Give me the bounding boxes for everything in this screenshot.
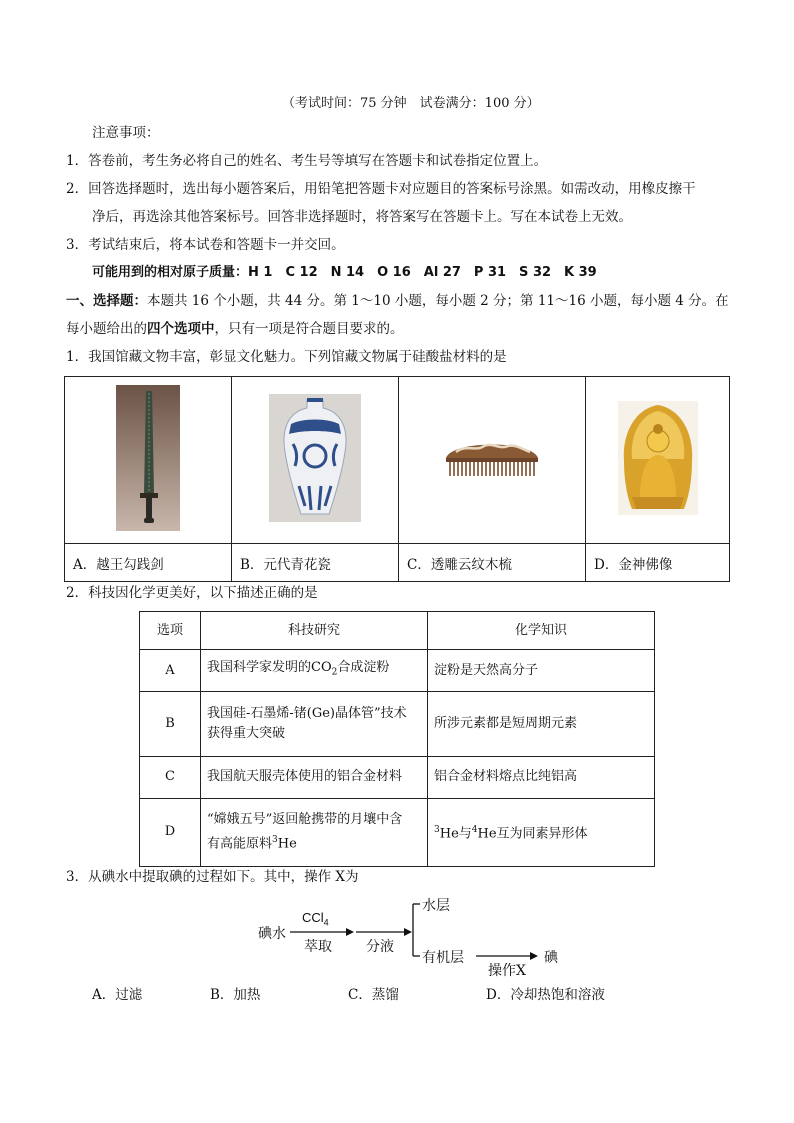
flow-step2: 分液 xyxy=(366,939,394,955)
q3-option-b: B．加热 xyxy=(210,987,261,1003)
q2-header-research: 科技研究 xyxy=(201,612,428,650)
q2-row-d-research-post: He xyxy=(277,836,297,852)
flow-water-layer: 水层 xyxy=(422,898,450,914)
note-item-2-cont: 净后，再选涂其他答案标号。回答非选择题时，将答案写在答题卡上。写在本试卷上无效。 xyxy=(92,209,632,225)
q2-row-d-research-line2 xyxy=(207,830,421,854)
flow-arrows xyxy=(250,890,590,980)
q2-table xyxy=(139,611,655,867)
q2-row-a-research xyxy=(201,650,428,692)
flow-op-x: 操作X xyxy=(488,963,526,979)
q1-image-c xyxy=(399,377,586,544)
flow-reagent-sub: 4 xyxy=(323,917,329,928)
q3-option-a: A．过滤 xyxy=(92,987,143,1003)
q3-stem: 3．从碘水中提取碘的过程如下。其中，操作 X为 xyxy=(66,869,359,885)
q2-row-b-option: B xyxy=(140,692,201,756)
q2-row-d-k-sup1: 3 xyxy=(434,825,440,836)
table-row xyxy=(140,798,655,866)
table-row xyxy=(140,650,655,692)
q2-row-b-research xyxy=(201,692,428,756)
q2-row-d-k-post: He互为同素异形体 xyxy=(477,826,588,842)
section1-head-rest: 本题共 16 个小题，共 44 分。第 1～10 小题，每小题 2 分；第 11～16 小题，每小题 4 分。在 xyxy=(147,293,729,309)
q3-option-c: C．蒸馏 xyxy=(348,987,399,1003)
table-row xyxy=(140,692,655,756)
bronze-sword-icon xyxy=(116,385,180,531)
flow-product: 碘 xyxy=(544,950,558,966)
section1-text-a: 每小题给出的 xyxy=(66,321,147,337)
q2-row-d-research-pre: 有高能原料 xyxy=(207,836,273,852)
q2-header-knowledge: 化学知识 xyxy=(428,612,655,650)
q1-image-a xyxy=(65,377,232,544)
q2-row-a-knowledge: 淀粉是天然高分子 xyxy=(428,650,655,692)
q2-row-a-research-pre: 我国科学家发明的CO xyxy=(207,660,332,676)
q1-stem: 1．我国馆藏文物丰富，彰显文化魅力。下列馆藏文物属于硅酸盐材料的是 xyxy=(66,349,507,365)
section1-text-b: 四个选项中 xyxy=(147,321,215,337)
section1-line1 xyxy=(66,292,729,310)
q2-row-a-option: A xyxy=(140,650,201,692)
q1-option-b: B．元代青花瓷 xyxy=(232,544,399,582)
q2-stem: 2．科技因化学更美好，以下描述正确的是 xyxy=(66,585,318,601)
q1-image-d xyxy=(586,377,730,544)
q2-row-a-research-post: 合成淀粉 xyxy=(337,660,390,676)
section1-head: 一、选择题： xyxy=(66,293,147,309)
q2-row-a-research-sub: 2 xyxy=(331,668,338,679)
q2-row-c-research: 我国航天服壳体使用的铝合金材料 xyxy=(201,756,428,798)
flow-start: 碘水 xyxy=(258,926,286,942)
flow-step1: 萃取 xyxy=(304,939,332,955)
q2-row-d-k-sup2: 4 xyxy=(471,825,478,836)
note-item-1: 1．答卷前，考生务必将自己的姓名、考生号等填写在答题卡和试卷指定位置上。 xyxy=(66,153,548,169)
flow-reagent xyxy=(302,910,329,928)
q1-image-b xyxy=(232,377,399,544)
flow-reagent-text: CCl xyxy=(302,910,324,925)
q2-row-b-research-line1: 我国硅-石墨烯-锗(Ge)晶体管”技术 xyxy=(207,705,407,721)
q2-row-d-research-sup: 3 xyxy=(272,835,278,846)
golden-buddha-statue-icon xyxy=(618,401,698,515)
section1-text-c: ，只有一项是符合题目要求的。 xyxy=(214,321,404,337)
note-item-2: 2．回答选择题时，选出每小题答案后，用铅笔把答题卡对应题目的答案标号涂黑。如需改动，用橡皮擦干 xyxy=(66,181,696,197)
q2-row-b-knowledge: 所涉元素都是短周期元素 xyxy=(428,692,655,756)
q1-option-a: A．越王勾践剑 xyxy=(65,544,232,582)
notes-title: 注意事项： xyxy=(92,125,160,141)
q2-header-option: 选项 xyxy=(140,612,201,650)
q3-option-d: D．冷却热饱和溶液 xyxy=(486,987,605,1003)
q2-row-d-k-mid: He与 xyxy=(439,826,472,842)
q2-row-b-research-line2: 获得重大突破 xyxy=(207,725,286,741)
flow-organic-layer: 有机层 xyxy=(422,950,464,966)
q1-options-table xyxy=(64,376,730,582)
q1-option-d: D．金神佛像 xyxy=(586,544,730,582)
table-row xyxy=(140,756,655,798)
q2-row-c-knowledge: 铝合金材料熔点比纯铝高 xyxy=(428,756,655,798)
atomic-masses: 可能用到的相对原子质量：H 1 C 12 N 14 O 16 Al 27 P 31 S 32 K 39 xyxy=(92,265,597,280)
note-item-3: 3．考试结束后，将本试卷和答题卡一并交回。 xyxy=(66,237,345,253)
q1-option-c: C．透雕云纹木梳 xyxy=(399,544,586,582)
carved-wooden-comb-icon xyxy=(442,436,542,480)
exam-info: （考试时间：75 分钟 试卷满分：100 分） xyxy=(282,96,540,111)
q3-flow-diagram xyxy=(250,890,590,980)
q2-row-d-option: D xyxy=(140,798,201,866)
q2-row-d-research xyxy=(201,798,428,866)
q2-row-c-option: C xyxy=(140,756,201,798)
section1-line2 xyxy=(66,320,404,338)
q2-row-d-knowledge xyxy=(428,798,655,866)
blue-white-porcelain-vase-icon xyxy=(269,394,361,522)
q2-row-d-research-line1: “嫦娥五号”返回舱携带的月壤中含 xyxy=(207,812,403,828)
